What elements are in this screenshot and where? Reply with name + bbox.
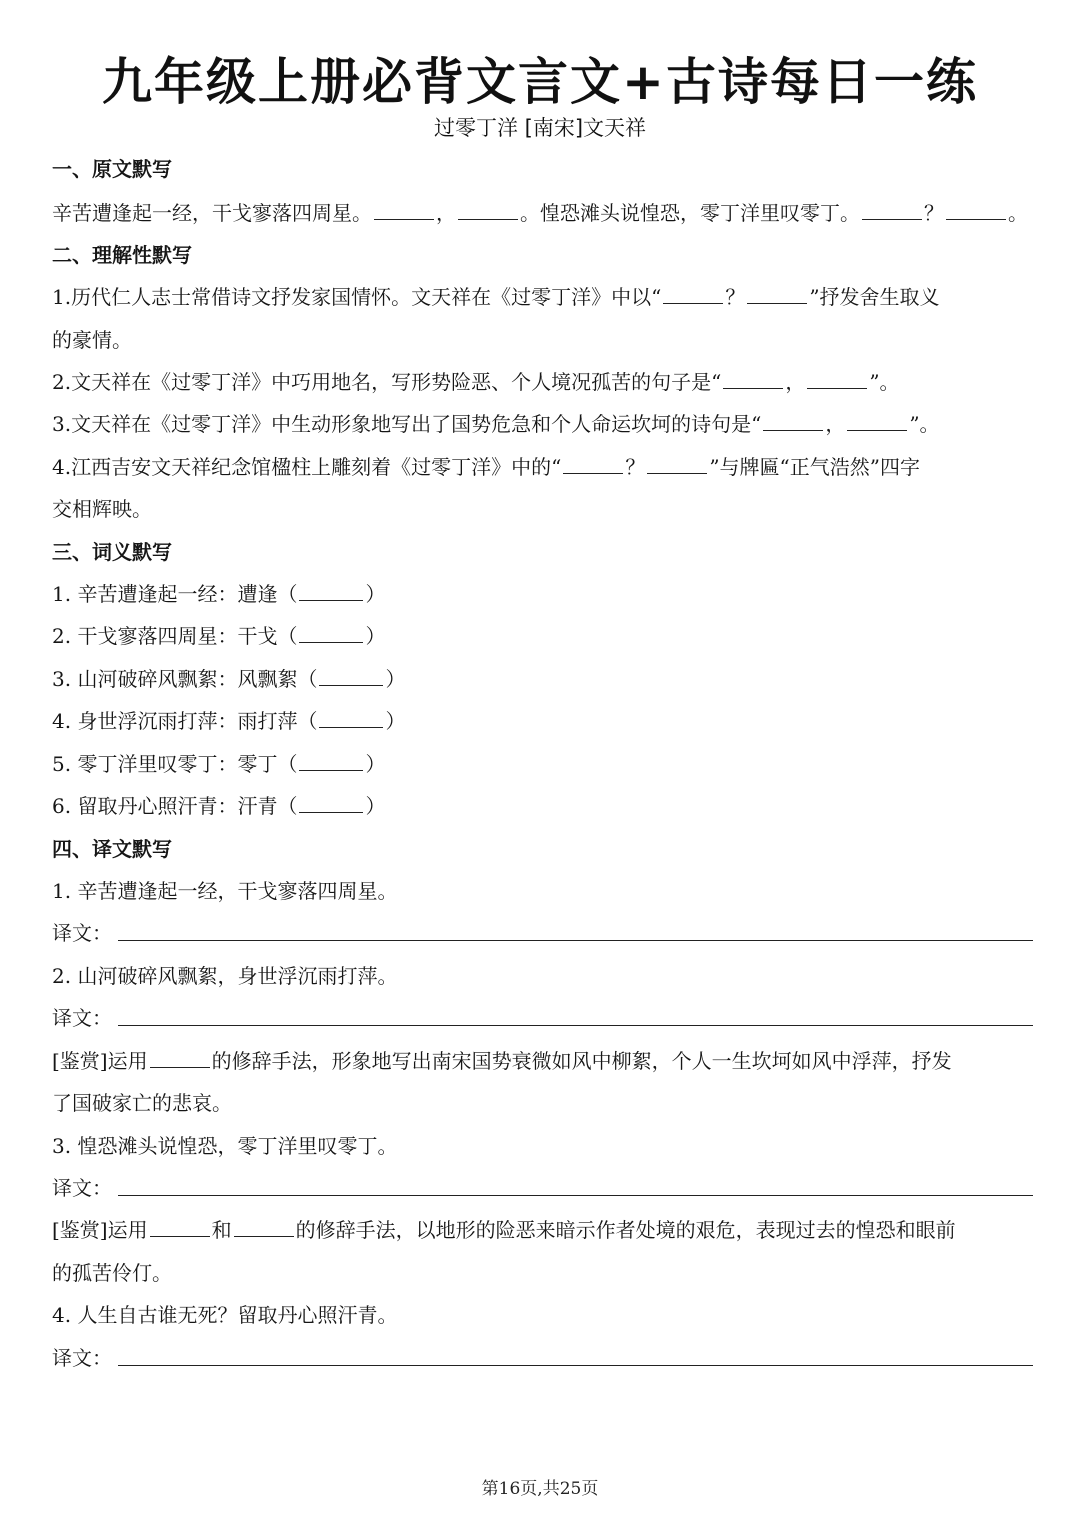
- section2-heading: 二、理解性默写: [52, 243, 192, 267]
- s4-app1-text-b: 的修辞手法，形象地写出南宋国势衰微如风中柳絮，个人一生坎坷如风中浮萍，抒发: [211, 1049, 952, 1073]
- s1-blank-3[interactable]: [862, 199, 922, 220]
- s4-app2-text-a: [鉴赏]运用: [52, 1218, 148, 1242]
- s4-q1-answer-line[interactable]: [118, 940, 1033, 941]
- s3-item-4: [52, 706, 405, 736]
- s4-app1-text-a: [鉴赏]运用: [52, 1049, 148, 1073]
- s2-q4-blank-1[interactable]: [563, 453, 623, 474]
- section4-heading: 四、译文默写: [52, 837, 172, 861]
- s4-app2-blank-1[interactable]: [150, 1216, 210, 1237]
- poem-subtitle: 过零丁洋 [南宋]文天祥: [433, 116, 647, 140]
- s3-item-text: 3. 山河破碎风飘絮：风飘絮（: [52, 667, 318, 691]
- s1-blank-2[interactable]: [458, 199, 518, 220]
- s3-item-blank[interactable]: [319, 707, 383, 728]
- s3-item-blank[interactable]: [299, 622, 363, 643]
- s3-item-close: ）: [365, 794, 386, 818]
- s2-q1-text-b: ”抒发舍生取义: [809, 285, 940, 309]
- s2-q2-text-b: ”。: [869, 370, 900, 394]
- s4-q3-label: 译文：: [52, 1176, 112, 1200]
- s3-item-blank[interactable]: [319, 665, 383, 686]
- s2-q4-sep: ？: [625, 455, 646, 479]
- s3-item-text: 5. 零丁洋里叹零丁：零丁（: [52, 752, 298, 776]
- s4-q1-label: 译文：: [52, 921, 112, 945]
- s2-q2-sep: ，: [785, 370, 806, 394]
- page-title: 九年级上册必背文言文+古诗每日一练: [102, 53, 978, 111]
- s3-item-text: 4. 身世浮沉雨打萍：雨打萍（: [52, 709, 318, 733]
- s4-app1-blank[interactable]: [150, 1047, 210, 1068]
- s2-q4-blank-2[interactable]: [647, 453, 707, 474]
- s4-app2-line2: 的孤苦伶仃。: [52, 1261, 172, 1285]
- s2-q4-line1: [52, 452, 920, 482]
- s3-item-5: [52, 749, 385, 779]
- s4-q4-answer-line[interactable]: [118, 1365, 1033, 1366]
- s2-q2-line: [52, 367, 900, 397]
- s1-sep-1: ，: [436, 201, 456, 225]
- s4-app1-line2: 了国破家亡的悲哀。: [52, 1091, 232, 1115]
- s4-app2-line1: [52, 1215, 956, 1245]
- s2-q2-blank-2[interactable]: [807, 368, 867, 389]
- s2-q1-blank-1[interactable]: [663, 283, 723, 304]
- s4-q4-label: 译文：: [52, 1346, 112, 1370]
- s2-q2-blank-1[interactable]: [723, 368, 783, 389]
- s4-q3: 3. 惶恐滩头说惶恐，零丁洋里叹零丁。: [52, 1134, 398, 1158]
- s2-q1-sep: ？: [725, 285, 746, 309]
- s2-q1-text-a: 1.历代仁人志士常借诗文抒发家国情怀。文天祥在《过零丁洋》中以“: [52, 285, 662, 309]
- section1-line: [52, 198, 1028, 228]
- s4-app2-and: 和: [211, 1218, 232, 1242]
- s3-item-close: ）: [365, 582, 386, 606]
- s2-q3-line: [52, 409, 940, 439]
- s3-item-blank[interactable]: [299, 792, 363, 813]
- s2-q3-text-b: ”。: [909, 412, 940, 436]
- s2-q2-text-a: 2.文天祥在《过零丁洋》中巧用地名，写形势险恶、个人境况孤苦的句子是“: [52, 370, 722, 394]
- s3-item-6: [52, 791, 385, 821]
- s1-end: 。: [1008, 201, 1028, 225]
- s4-q2-label: 译文：: [52, 1006, 112, 1030]
- s3-item-blank[interactable]: [299, 580, 363, 601]
- s2-q4-line2: 交相辉映。: [52, 497, 152, 521]
- s2-q4-text-a: 4.江西吉安文天祥纪念馆楹柱上雕刻着《过零丁洋》中的“: [52, 455, 562, 479]
- s4-q1: 1. 辛苦遭逢起一经，干戈寥落四周星。: [52, 879, 398, 903]
- s2-q3-text-a: 3.文天祥在《过零丁洋》中生动形象地写出了国势危急和个人命运坎坷的诗句是“: [52, 412, 762, 436]
- s4-q2: 2. 山河破碎风飘絮，身世浮沉雨打萍。: [52, 964, 398, 988]
- section1-heading: 一、原文默写: [52, 157, 172, 181]
- s3-item-text: 1. 辛苦遭逢起一经：遭逢（: [52, 582, 298, 606]
- s1-blank-4[interactable]: [946, 199, 1006, 220]
- s3-item-text: 2. 干戈寥落四周星：干戈（: [52, 624, 298, 648]
- page-number: 第16页,共25页: [481, 1479, 599, 1499]
- s2-q1-blank-2[interactable]: [747, 283, 807, 304]
- s4-app2-text-b: 的修辞手法，以地形的险恶来暗示作者处境的艰危，表现过去的惶恐和眼前: [295, 1218, 956, 1242]
- s4-app1-line1: [52, 1046, 952, 1076]
- s3-item-3: [52, 664, 405, 694]
- s1-blank-1[interactable]: [374, 199, 434, 220]
- s3-item-blank[interactable]: [299, 750, 363, 771]
- s2-q1-line2: 的豪情。: [52, 328, 132, 352]
- s2-q1-line1: [52, 282, 940, 312]
- s3-item-1: [52, 579, 385, 609]
- s1-sep-2: ？: [924, 201, 944, 225]
- s3-item-2: [52, 621, 385, 651]
- s4-q4: 4. 人生自古谁无死？留取丹心照汗青。: [52, 1303, 398, 1327]
- s1-text-a: 辛苦遭逢起一经，干戈寥落四周星。: [52, 201, 372, 225]
- s3-item-close: ）: [365, 624, 386, 648]
- s3-item-text: 6. 留取丹心照汗青：汗青（: [52, 794, 298, 818]
- section3-heading: 三、词义默写: [52, 540, 172, 564]
- s2-q3-blank-2[interactable]: [847, 410, 907, 431]
- s2-q4-text-b: ”与牌匾“正气浩然”四字: [709, 455, 920, 479]
- s4-q3-answer-line[interactable]: [118, 1195, 1033, 1196]
- s1-text-b: 。惶恐滩头说惶恐，零丁洋里叹零丁。: [520, 201, 860, 225]
- s3-item-close: ）: [385, 667, 406, 691]
- s3-item-close: ）: [365, 752, 386, 776]
- s2-q3-sep: ，: [825, 412, 846, 436]
- s4-q2-answer-line[interactable]: [118, 1025, 1033, 1026]
- s3-item-close: ）: [385, 709, 406, 733]
- s2-q3-blank-1[interactable]: [763, 410, 823, 431]
- s4-app2-blank-2[interactable]: [234, 1216, 294, 1237]
